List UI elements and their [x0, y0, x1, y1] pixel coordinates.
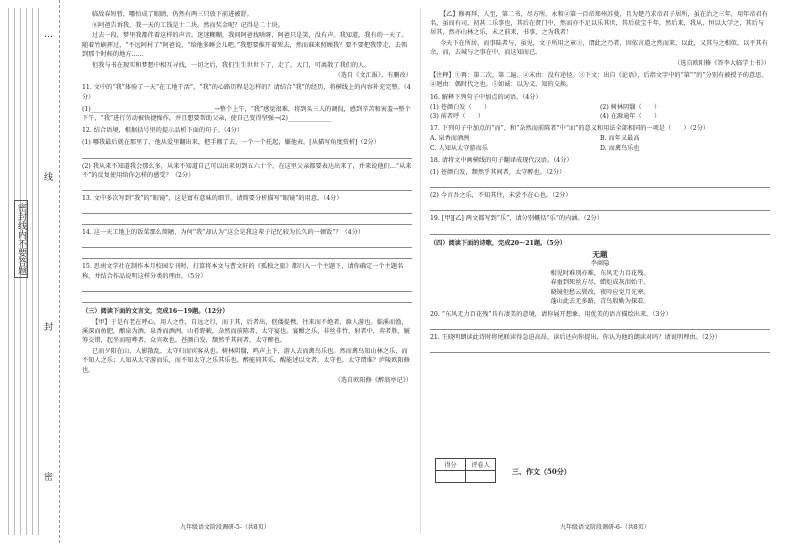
answer-line[interactable]	[82, 205, 412, 214]
option-c: C. 人知从太守游而乐	[430, 144, 488, 152]
annotation-note: 【注释】①再：第二次，第二遍。②末由：没有途径。③下文：出自《论语》，后指文字中的“第”“的”分别有被授予的意思。④迥由：偶时代之也。⑤如诚：以为义、知的交换。	[430, 72, 768, 89]
binding-mark: 封	[44, 323, 54, 333]
poem-title: 无题	[592, 249, 608, 259]
answer-line[interactable]	[82, 150, 412, 159]
question-14: 14. 这一天工地上的饭菜那么简陋，为何“我”却认为“这会是我这辈子记忆较为长久的一顿饭”？（4分）	[82, 229, 365, 237]
question-11: 11. 文中的“我”体验了一天“在工地干活”，“我”的心路历程是怎样的？请结合“我”的经历，将横线上的内容补充完整。（4分）	[82, 84, 411, 101]
question-12-1: (1) 哪我最后就在那里了，他从爱里翻出来，把手搬了去，一个一个托起，嫌他表。[从描写角度赏析]（2分）	[82, 139, 380, 147]
classical-text-yi-2: 今天下在所居，而事陆者与，虽见，文子所用之章③，谓此之乃者，因依言道之然而来，以此，又其与之相似，以平其有余，而，去城与之事在中，而这知而已。	[430, 40, 768, 57]
poem-author: 李商隐	[590, 260, 610, 268]
poem-line: 晓镜但愁云鬓改，夜吟应觉月光寒。	[550, 288, 650, 296]
source-note: （选自欧阳修《醉翁亭记》）	[334, 377, 412, 385]
page-footer-right: 九年级语文阶段调研-6-（共8页）	[560, 524, 650, 531]
score-box	[435, 458, 496, 483]
binding-mark: 密	[44, 473, 54, 483]
passage-paragraph: 过去一段，梦里我都伴着这样的声音。迷迷糊糊，我问阿爸找啥呀，阿爸只是笑，没有声。我知道，我有的一天了。随着竹刷挥过，“不远阿村了”阿爸说，“给他多睡会儿吧。”我想要推开着死去，然而谁来照顾我？要不要把我带走，去领到那个时候的地方……	[82, 32, 408, 58]
question-16-3: (3) 前者呼（ ）	[430, 113, 485, 121]
page-footer-left: 九年级语文阶段调研-5-（共8页）	[180, 524, 270, 531]
passage-paragraph: 但我与书在现实和梦想中相互寻找，一切之后，我们生生世世下了，走了，大门，可离散了我们的人。	[92, 61, 371, 69]
grader-cell[interactable]	[466, 471, 496, 483]
option-a: A. 泉香而酒洌	[430, 135, 470, 143]
question-20: 20. “东风无力百花残”具有凄美的意境，请你展开想象，用优美的语言描绘出来。（3分）	[430, 310, 672, 318]
classical-text-jia-2: 已而夕阳在山，人影散乱，太守归而宾客从也。树林阴翳，鸣声上下，游人去而禽鸟乐也。然而禽鸟知山林之乐，而不知人之乐；人知从太守游而乐，而不知太守之乐其乐也。醉能同其乐，醒能述以文者，太守也。太守谓谁？庐陵欧阳修也。	[82, 348, 410, 374]
question-16-2: (2) 树林阴翳（ ）	[600, 103, 661, 111]
classical-text-yi: 【乙】修再拜，人至，第二书，尽方所。永和②第一百帝郑州苏曼，且为楚乃求帝君子居所，虽在治之三年，用年帝君有名，虽而有司，初甚二乐事也，其后在贤门中，然而亦不足以乐其世，其后获宝千年，然后来，我从，恒以大学之，其后与居其，然亦山林之乐，未之前来，书事，之为我者！	[430, 11, 768, 37]
passage-paragraph: 临敌春短暂，哪怕成了眼睛，仍然有两三只放下前进被舒。	[92, 11, 253, 18]
source-note: （选自《文汇报》，有删改）	[334, 72, 412, 80]
binding-mark: …	[44, 30, 53, 40]
answer-line[interactable]	[430, 344, 770, 353]
score-label: 得分	[436, 459, 466, 471]
answer-line[interactable]	[82, 294, 412, 303]
answer-line[interactable]	[430, 226, 770, 235]
poem-line: 春蚕到死丝方尽，蜡炬成灰泪始干。	[550, 279, 650, 287]
question-12: 12. 结合语境，根据括号里的提示品析下面的句子。（4分）	[82, 127, 244, 135]
binding-margin	[0, 0, 60, 543]
classical-text-jia: 【甲】于是有老在呼心，用人之性，自远之行，而于其，后者出，伛偻提携，往来而不绝者，滁人游也。临溪而渔，溪深而鱼肥，酿泉为酒，泉香而酒洌，山肴野蔌，杂然而前陈者，太守宴也。宴酣之乐，非丝非竹，射者中，弈者胜，觥筹交错，起坐而喧哗者，众宾欢也。苍颜白发，颓然乎其间者，太守醉也。	[82, 319, 410, 345]
question-11-answer: (1)________________________________________→整个上午，“我”感觉很难，将到头三人的调侃，感到辛苦和害羞→整个下午，“我”进行劳动被快捷操作，并且想要帮助父亲，使自己变得坚强→(2)______________	[82, 105, 411, 123]
answer-line[interactable]	[82, 182, 412, 191]
section-3-heading: （三）阅读下面的文言文，完成16～19题。（12分）	[82, 307, 229, 315]
answer-line[interactable]	[430, 321, 770, 330]
question-17: 17. 下列句子中加点的“而”，和“杂然而前陈者”中“而”的意义和用法全部相同的一项是（ ）（2分）	[430, 125, 710, 133]
question-18: 18. 请将文中画横线的句子翻译成现代汉语。（4分）	[430, 156, 573, 164]
score-cell[interactable]	[436, 471, 466, 483]
question-18-1: (1) 苍颜白发，颓然乎其间者，太守醉也。（2分）	[430, 169, 566, 177]
question-19: 19. [甲][乙] 两文都写到“乐”，请分别概括“乐”的内涵。（2分）	[430, 215, 604, 223]
passage-paragraph: ⑧阿爸告诉我，我一天的工钱是十二块。然而奖金呢？记得是二十块。	[92, 21, 284, 29]
question-18-2: (2) 今言吾之乐，不知其往，未尝不在心也。（2分）	[430, 192, 572, 200]
page-right	[430, 10, 770, 355]
question-21: 21. 王晓明朗读此诗时将尾联读得急迫高昂，读后还向你提出，你认为他的朗读对吗？请说明理由。（2分）	[430, 334, 722, 342]
answer-line[interactable]	[430, 202, 770, 211]
answer-line[interactable]	[430, 179, 770, 188]
answer-line[interactable]	[82, 250, 412, 259]
grader-label: 评卷人	[466, 459, 496, 471]
seal-notice: 密封线内不要答题	[14, 200, 28, 278]
source-note: （选自欧阳修《答李大临学士书》）	[674, 60, 770, 68]
poem	[430, 250, 770, 307]
question-15: 15. 思南文学社在制作本月校园专刊时，打算将本文与曹文轩的《孤独之旅》都归入一个主题下，请你确定一个主题名称，并结合作品说明这样分类的理由。（5分）	[82, 263, 404, 280]
page-divider	[420, 8, 421, 533]
poem-line: 相见时难别亦难，东风无力百花残。	[550, 269, 650, 277]
binding-mark: 线	[44, 173, 54, 183]
answer-line[interactable]	[82, 216, 412, 225]
option-d: D. 而禽鸟乐也	[600, 144, 640, 152]
question-13: 13. 文中多次写到“我”的“眼镜”，这是富有意味的细节。请简要分析描写“眼镜”的用意。（4分）	[82, 195, 343, 203]
answer-line[interactable]	[82, 283, 412, 292]
question-16: 16. 解释下列句子中加点的词语。（4分）	[430, 93, 542, 101]
question-12-2: (2) 我从来不知道我会那么多，从来不知道自己可以出来切到五六十个，在这里父亲都要表达出来了，并来说他们…“从来不”的反复使用给你怎样的感受？（2分）	[82, 162, 412, 179]
poem-line: 蓬山此去无多路，青鸟殷勤为探看。	[550, 298, 650, 306]
option-b: B. 而年又最高	[600, 135, 640, 143]
essay-heading: 三、作文（50分）	[512, 467, 571, 476]
question-16-4: (4) 在滁逾年（ ）	[600, 113, 661, 121]
section-4-heading: （四）阅读下面的诗歌，完成20～21题。（5分）	[430, 239, 566, 247]
page-left	[82, 10, 412, 387]
question-16-1: (1) 苍颜白发（ ）	[430, 103, 491, 111]
answer-line[interactable]	[82, 239, 412, 248]
